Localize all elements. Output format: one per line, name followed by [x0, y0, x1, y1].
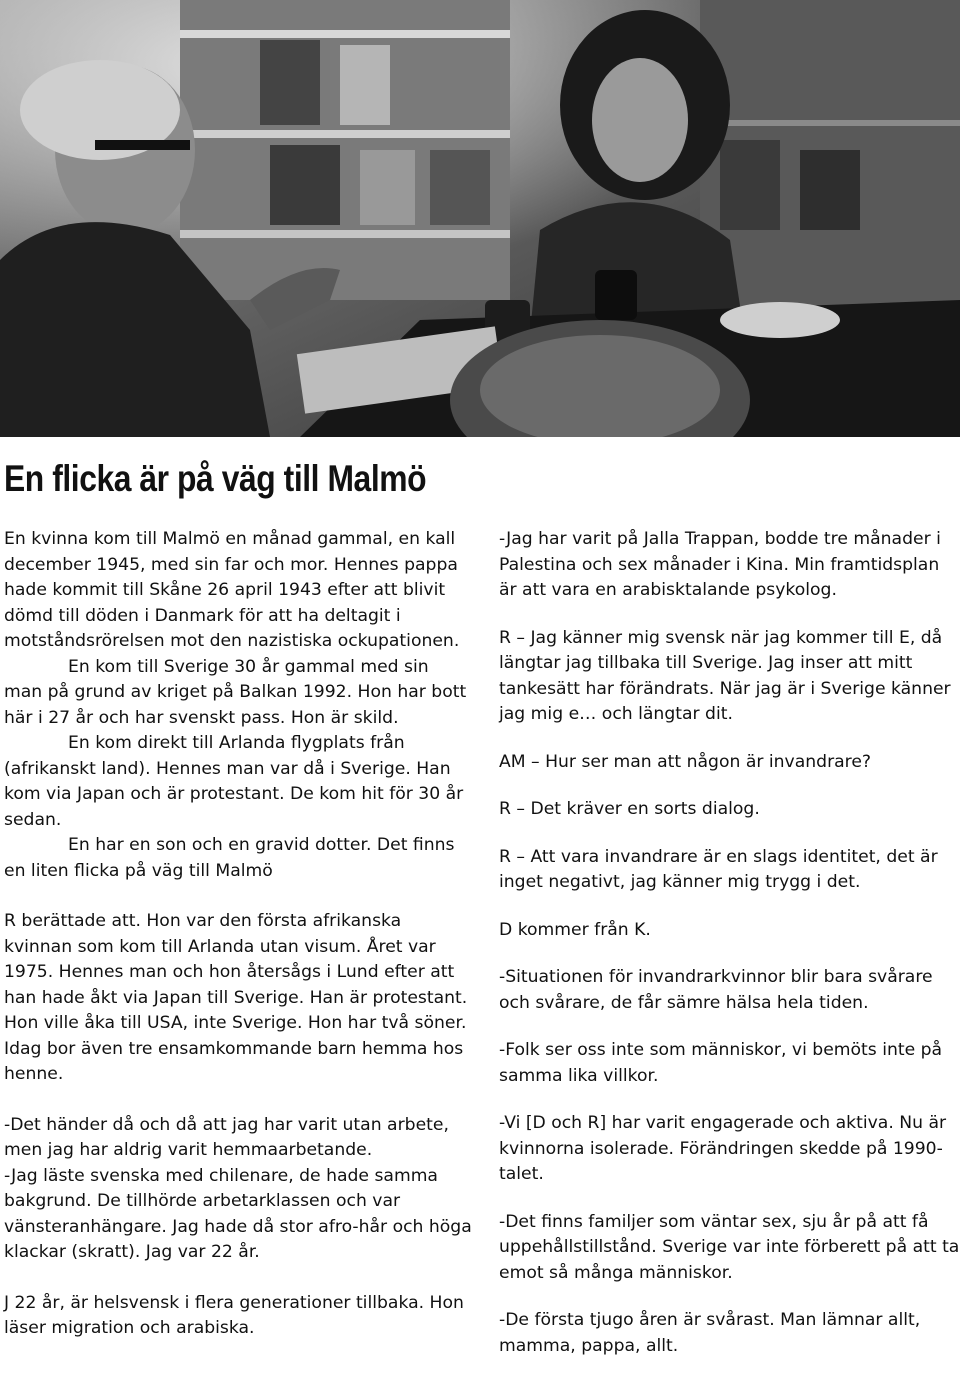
paragraph: AM – Hur ser man att någon är invandrare? [499, 751, 872, 772]
paragraph: En kom till Sverige 30 år gammal med sin man på grund av kriget på Balkan 1992. Hon har bott här i 27 år och har svenskt pass. Hon är skild. [4, 656, 467, 728]
paragraph: -Vi [D och R] har varit engagerade och aktiva. Nu är kvinnorna isolerade. Förändringen skedde på 1990-talet. [499, 1113, 947, 1184]
paragraph: R – Det kräver en sorts dialog. [499, 799, 760, 819]
article-photo [0, 0, 960, 437]
left-text-column [4, 527, 472, 1342]
paragraph: -Det finns familjer som väntar sex, sju år på att få uppehållstillstånd. Sverige var inte förberett på att ta emot så många människor. [499, 1211, 960, 1283]
paragraph: En kvinna kom till Malmö en månad gammal, en kall december 1945, med sin far och mor. Hennes pappa hade kommit till Skåne 26 april 1943 efter att blivit dömd till döden i Danmark för att ha deltagit i motståndsrörelsen mot den nazistiska ockupationen. [4, 529, 460, 651]
paragraph: D kommer från K. [499, 919, 651, 940]
paragraph: J 22 år, är helsvensk i flera generationer tillbaka. Hon läser migration och arabiska. [4, 1292, 464, 1338]
right-text-column [499, 527, 960, 1359]
paragraph: -De första tjugo åren är svårast. Man lämnar allt, mamma, pappa, allt. [499, 1310, 921, 1356]
paragraph: -Situationen för invandrarkvinnor blir bara svårare och svårare, de får sämre hälsa hela tiden. [499, 967, 933, 1013]
article-headline: En flicka är på väg till Malmö [4, 458, 427, 499]
paragraph: -Jag läste svenska med chilenare, de hade samma bakgrund. De tillhörde arbetarklassen och var vänsteranhängare. Jag hade då stor afro-hår och höga klackar (skratt). Jag var 22 år. [4, 1165, 472, 1262]
paragraph: R – Jag känner mig svensk när jag kommer till E, då längtar jag tillbaka till Sverige. Jag inser att mitt tankesätt har förändrats. När jag är i Sverige känner jag mig e… och längtar dit. [499, 627, 951, 724]
paragraph: -Det händer då och då att jag har varit utan arbete, men jag har aldrig varit hemmaarbetande. [4, 1114, 449, 1160]
paragraph: R – Att vara invandrare är en slags identitet, det är inget negativt, jag känner mig trygg i det. [499, 846, 938, 892]
paragraph: -Folk ser oss inte som människor, vi bemöts inte på samma lika villkor. [499, 1040, 943, 1086]
paragraph: R berättade att. Hon var den första afrikanska kvinnan som kom till Arlanda utan visum. Året var 1975. Hennes man och hon återsågs i Lund efter att han hade åkt via Japan till Sverige. Han är protestant. Hon ville åka till USA, inte Sverige. Hon har två söner. Idag bor även tre ensamkommande barn hemma hos henne. [4, 911, 468, 1084]
paragraph: En kom direkt till Arlanda flygplats från (afrikanskt land). Hennes man var då i Sverige. Han kom via Japan och är protestant. De kom hit för 30 år sedan. [4, 733, 464, 830]
paragraph: En har en son och en gravid dotter. Det finns en liten flicka på väg till Malmö [4, 835, 455, 881]
paragraph: -Jag har varit på Jalla Trappan, bodde tre månader i Palestina och sex månader i Kina. Min framtidsplan är att vara en arabisktalande psykolog. [499, 529, 941, 600]
